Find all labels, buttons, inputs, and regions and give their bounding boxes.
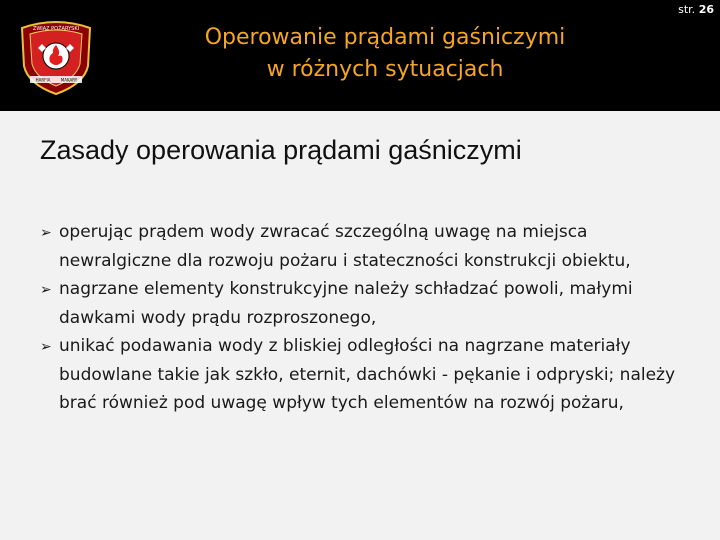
slide-title-line-2: w różnych sytuacjach [266, 57, 504, 82]
fire-brigade-emblem-icon [16, 18, 96, 96]
logo-text-left: HARFIA [35, 77, 51, 83]
list-item [40, 332, 680, 417]
list-item [40, 275, 680, 332]
bullet-text: unikać podawania wody z bliskiej odległości na nagrzane materiały budowlane takie jak szkło, eternit, dachówki - pękanie i odpryski; należy brać również pod uwagę wpływ tych elementów na rozwój pożaru, [59, 336, 676, 413]
arrow-bullet-icon: ➢ [40, 339, 52, 355]
content-heading: Zasady operowania prądami gaśniczymi [40, 135, 522, 165]
page-number [678, 3, 714, 16]
page-number-prefix: str. [678, 3, 696, 16]
logo-text-right: MAKARY [60, 77, 78, 83]
bullet-text: nagrzane elementy konstrukcyjne należy schładzać powoli, małymi dawkami wody prądu rozproszonego, [59, 279, 633, 328]
list-item [40, 218, 680, 275]
bullet-text: operując prądem wody zwracać szczególną uwagę na miejsca newralgiczne dla rozwoju pożaru i stateczności konstrukcji obiektu, [59, 222, 631, 271]
page-number-value: 26 [698, 3, 714, 16]
bullet-list [40, 218, 680, 417]
slide-title-line-1: Operowanie prądami gaśniczymi [204, 25, 566, 50]
logo-text-top: ZWIĄZ POŻARYSKI [32, 26, 80, 32]
slide-header [0, 0, 720, 111]
arrow-bullet-icon: ➢ [40, 225, 52, 241]
slide-title [150, 22, 620, 86]
arrow-bullet-icon: ➢ [40, 282, 52, 298]
